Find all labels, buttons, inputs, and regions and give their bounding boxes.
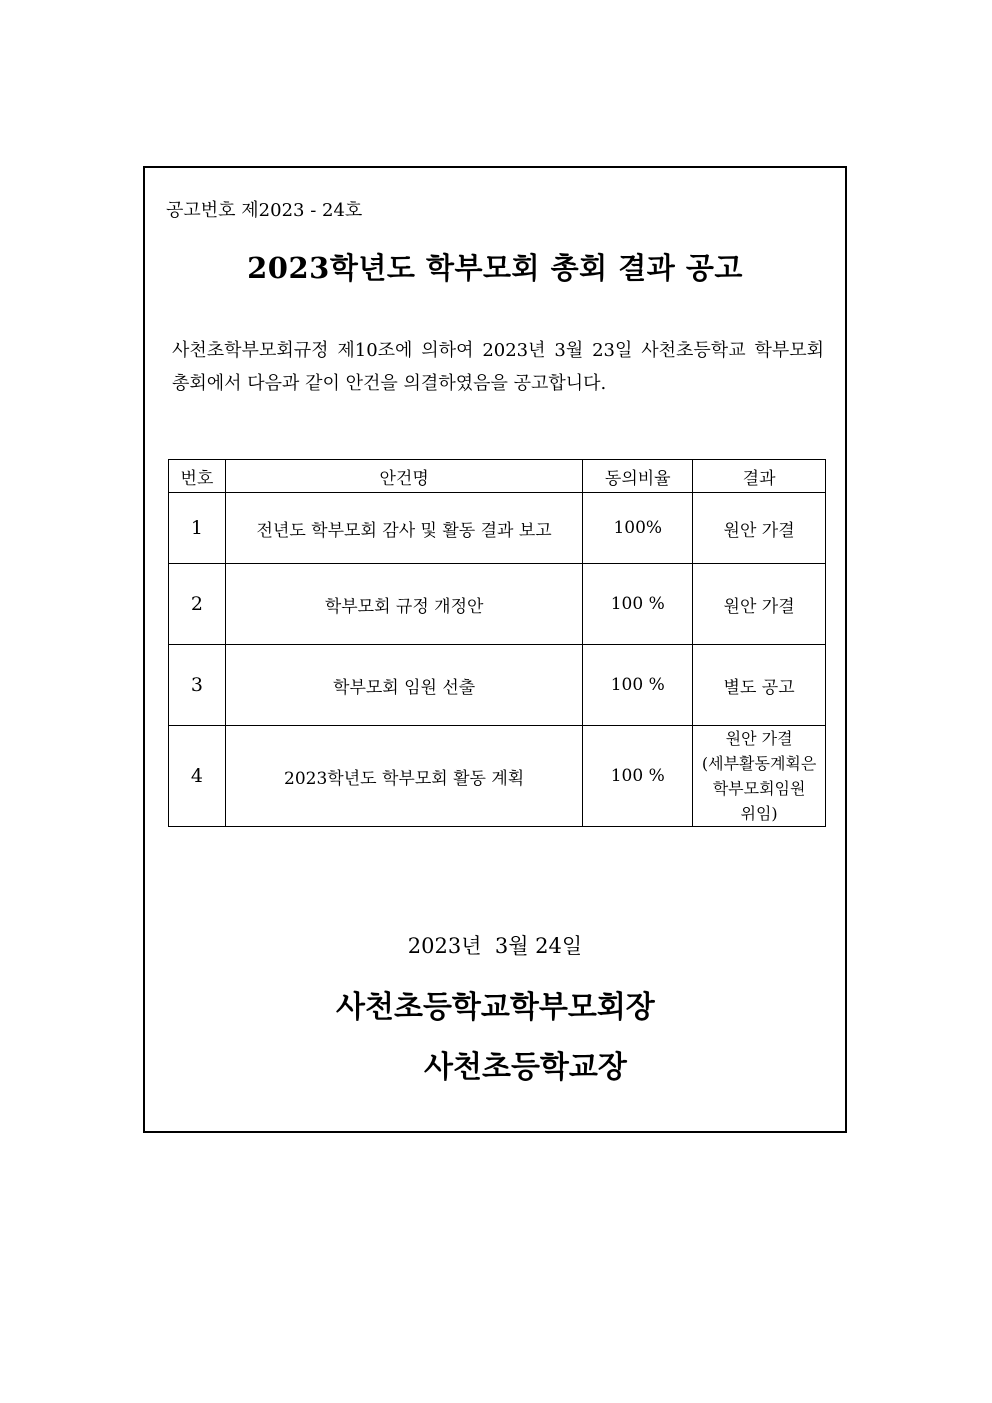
- notice-number: 공고번호 제2023 - 24호: [166, 200, 363, 221]
- row-result: [693, 726, 826, 827]
- notice-date: 2023년 3월 24일: [407, 934, 583, 958]
- row-result: 별도 공고: [693, 645, 826, 726]
- row-agenda: 2023학년도 학부모회 활동 계획: [225, 726, 582, 827]
- table-row: [169, 564, 826, 645]
- page-title: 2023학년도 학부모회 총회 결과 공고: [247, 251, 743, 285]
- signer-pta-president: 사천초등학교학부모회장: [336, 990, 655, 1025]
- agenda-table: [168, 459, 826, 827]
- row-result-line: 학부모회임원: [712, 779, 806, 798]
- row-number: 2: [169, 564, 226, 645]
- notice-body: 사천초학부모회규정 제10조에 의하여 2023년 3월 23일 사천초등학교 학부모회 총회에서 다음과 같이 안건을 의결하였음을 공고합니다.: [172, 340, 824, 394]
- row-result-line: 위임): [740, 804, 778, 823]
- row-agenda: 학부모회 임원 선출: [225, 645, 582, 726]
- table-row: [169, 493, 826, 564]
- row-number: 4: [169, 726, 226, 827]
- header-ratio: 동의비율: [583, 460, 693, 493]
- header-number: 번호: [169, 460, 226, 493]
- row-result: 원안 가결: [693, 564, 826, 645]
- row-result: 원안 가결: [693, 493, 826, 564]
- row-agenda: 학부모회 규정 개정안: [225, 564, 582, 645]
- row-ratio: 100 %: [583, 564, 693, 645]
- header-result: 결과: [693, 460, 826, 493]
- row-ratio: 100 %: [583, 726, 693, 827]
- row-ratio: 100 %: [583, 645, 693, 726]
- row-agenda: 전년도 학부모회 감사 및 활동 결과 보고: [225, 493, 582, 564]
- row-number: 3: [169, 645, 226, 726]
- table-row: [169, 726, 826, 827]
- table-header-row: [169, 460, 826, 493]
- row-result-line: 원안 가결: [725, 729, 793, 748]
- table-row: [169, 645, 826, 726]
- row-result-line: (세부활동계획은: [701, 754, 817, 773]
- signer-principal: 사천초등학교장: [424, 1050, 627, 1085]
- row-ratio: 100%: [583, 493, 693, 564]
- header-agenda: 안건명: [225, 460, 582, 493]
- row-number: 1: [169, 493, 226, 564]
